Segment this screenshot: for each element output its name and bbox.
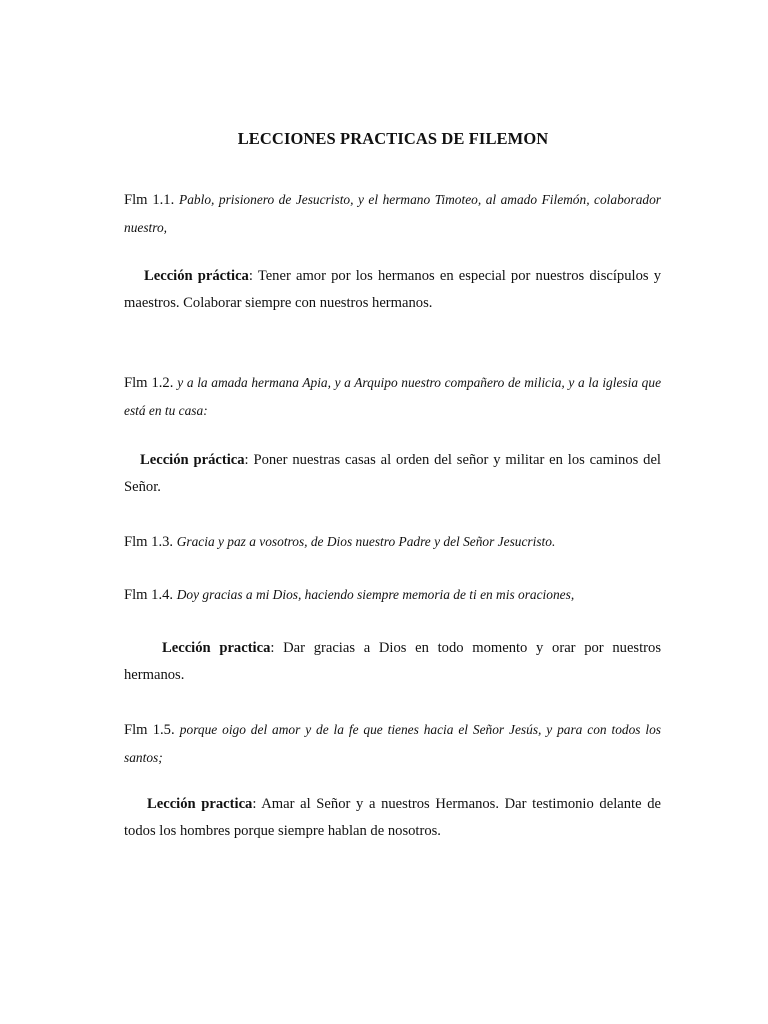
verse-reference: Flm 1.1. xyxy=(124,192,175,208)
verse-text: Pablo, prisionero de Jesucristo, y el hermano Timoteo, al amado Filemón, colaborador nuestro, xyxy=(124,192,661,235)
verse-text: Gracia y paz a vosotros, de Dios nuestro Padre y del Señor Jesucristo. xyxy=(176,534,556,549)
lesson-label: Lección practica xyxy=(162,640,271,656)
verse-reference: Flm 1.3. xyxy=(124,534,174,550)
verse-text: y a la amada hermana Apia, y a Arquipo nuestro compañero de milicia, y a la iglesia que está en tu casa: xyxy=(124,375,662,418)
lesson-text: : Dar gracias a Dios en todo momento y orar por nuestros hermanos. xyxy=(124,640,661,683)
verse-paragraph xyxy=(124,369,661,425)
verse-reference: Flm 1.4. xyxy=(124,587,174,603)
lesson-text: : Tener amor por los hermanos en especial por nuestros discípulos y maestros. Colaborar siempre con nuestros hermanos. xyxy=(124,268,662,311)
lesson-label: Lección practica xyxy=(147,796,253,812)
document-title: LECCIONES PRACTICAS DE FILEMON xyxy=(237,129,549,148)
lesson-paragraph xyxy=(124,263,661,317)
verse-reference: Flm 1.2. xyxy=(124,375,174,391)
lesson-label: Lección práctica xyxy=(144,268,249,284)
verse-text: porque oigo del amor y de la fe que tienes hacia el Señor Jesús, y para con todos los santos; xyxy=(124,722,662,765)
lesson-paragraph xyxy=(124,791,661,845)
lesson-label: Lección práctica xyxy=(140,452,245,468)
verse-text: Doy gracias a mi Dios, haciendo siempre memoria de ti en mis oraciones, xyxy=(176,587,575,602)
lesson-paragraph xyxy=(124,635,661,689)
lesson-paragraph xyxy=(124,447,661,501)
verse-reference: Flm 1.5. xyxy=(124,722,175,738)
lesson-text: : Poner nuestras casas al orden del señor y militar en los caminos del Señor. xyxy=(124,452,661,495)
lesson-text: : Amar al Señor y a nuestros Hermanos. Dar testimonio delante de todos los hombres porque siempre hablan de nosotros. xyxy=(124,796,661,839)
verse-paragraph xyxy=(124,528,661,556)
verse-paragraph xyxy=(124,716,661,772)
verse-paragraph xyxy=(124,186,661,242)
verse-paragraph xyxy=(124,581,661,609)
